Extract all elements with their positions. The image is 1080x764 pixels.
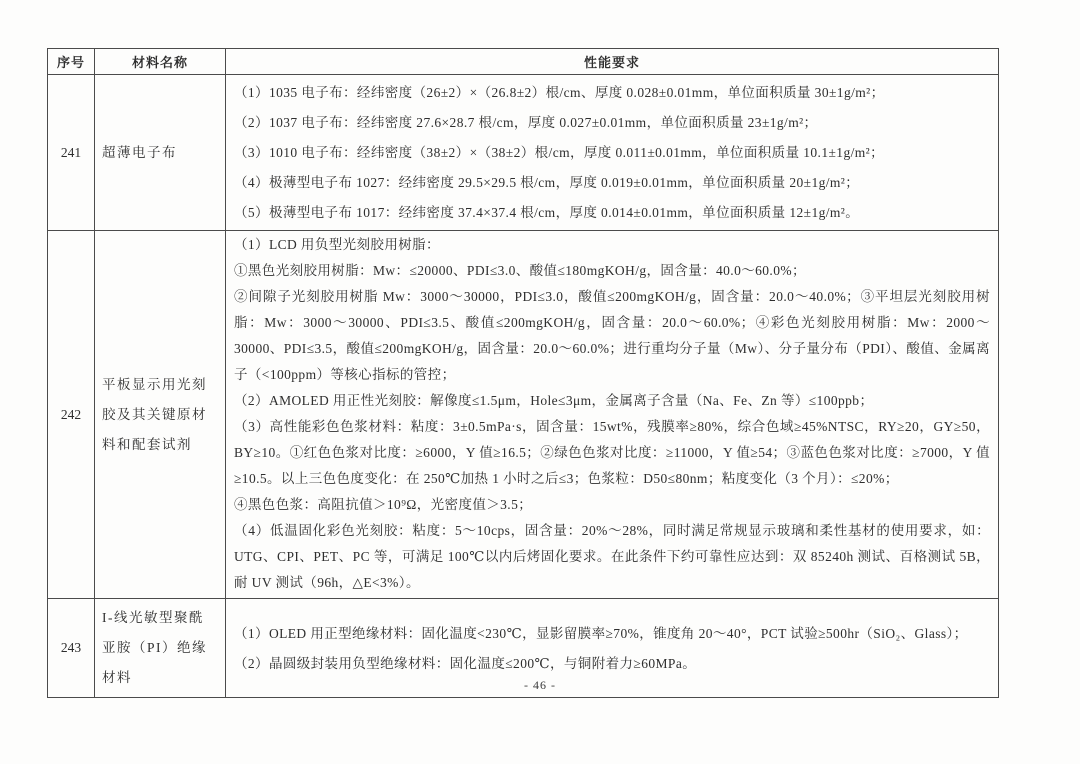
requirement-paragraph: （4）极薄型电子布 1027：经纬密度 29.5×29.5 根/cm，厚度 0.019±0.01mm，单位面积质量 20±1g/m²； bbox=[234, 175, 860, 190]
header-performance-requirements: 性能要求 bbox=[226, 49, 999, 75]
requirement-paragraph: （4）低温固化彩色光刻胶：粘度：5～10cps，固含量：20%～28%，同时满足常规显示玻璃和柔性基材的使用要求，如：UTG、CPI、PET、PC 等，可满足 100℃以内后烤固化要求。在此条件下约可靠性应达到：双 85240h 测试、百格测试 5B，耐 UV 测试（96h，△E<3%）。 bbox=[234, 523, 990, 590]
requirement-paragraph: （1）OLED 用正型绝缘材料：固化温度<230℃，显影留膜率≥70%，锥度角 20～40°，PCT 试验≥500hr（SiO₂、Glass）； bbox=[234, 625, 968, 641]
requirement-paragraph: （1）LCD 用负型光刻胶用树脂： bbox=[234, 237, 440, 252]
requirement-paragraph: （2）AMOLED 用正性光刻胶：解像度≤1.5μm，Hole≤3μm，金属离子含量（Na、Fe、Zn 等）≤100ppb； bbox=[234, 393, 874, 408]
requirements-cell bbox=[226, 75, 999, 231]
requirement-paragraph: （3）1010 电子布：经纬密度（38±2）×（38±2）根/cm，厚度 0.011±0.01mm，单位面积质量 10.1±1g/m²； bbox=[234, 145, 884, 160]
requirement-paragraph: （3）高性能彩色色浆材料：粘度：3±0.5mPa·s，固含量：15wt%，残膜率≥80%，综合色域≥45%NTSC，RY≥20，GY≥50，BY≥10。①红色色浆对比度：≥6000，Y 值≥16.5；②绿色色浆对比度：≥11000，Y 值≥54；③蓝色色浆对比度：≥7000，Y 值≥10.5。以上三色色度变化：在 250℃加热 1 小时之后≤3；色浆粒：D50≤80nm；粘度变化（3 个月）：≤20%； bbox=[234, 419, 990, 486]
materials-spec-table bbox=[47, 48, 999, 698]
table-row bbox=[48, 231, 999, 599]
table-row bbox=[48, 75, 999, 231]
requirement-paragraph: （2）1037 电子布：经纬密度 27.6×28.7 根/cm，厚度 0.027±0.01mm，单位面积质量 23±1g/m²； bbox=[234, 115, 818, 130]
requirements-cell bbox=[226, 231, 999, 599]
requirement-paragraph: ①黑色光刻胶用树脂：Mw：≤20000、PDI≤3.0、酸值≤180mgKOH/g，固含量：40.0～60.0%； bbox=[234, 263, 806, 278]
table-header-row bbox=[48, 49, 999, 75]
row-index: 241 bbox=[48, 75, 95, 231]
material-name: I-线光敏型聚酰亚胺（PI）绝缘材料 bbox=[95, 599, 226, 698]
requirement-paragraph: （2）晶圆级封装用负型绝缘材料：固化温度≤200℃，与铜附着力≥60MPa。 bbox=[234, 655, 697, 671]
requirement-paragraph: ④黑色色浆：高阻抗值＞10⁹Ω，光密度值＞3.5； bbox=[234, 497, 533, 512]
requirement-paragraph: ②间隙子光刻胶用树脂 Mw：3000～30000，PDI≤3.0，酸值≤200mgKOH/g，固含量：20.0～40.0%；③平坦层光刻胶用树脂：Mw：3000～30000、PDI≤3.5、酸值≤200mgKOH/g，固含量：20.0～60.0%；④彩色光刻胶用树脂：Mw：2000～30000、PDI≤3.5，酸值≤200mgKOH/g，固含量：20.0～60.0%；进行重均分子量（Mw）、分子量分布（PDI）、酸值、金属离子（<100ppm）等核心指标的管控； bbox=[234, 289, 990, 382]
row-index: 242 bbox=[48, 231, 95, 599]
requirement-paragraph: （5）极薄型电子布 1017：经纬密度 37.4×37.4 根/cm，厚度 0.014±0.01mm，单位面积质量 12±1g/m²。 bbox=[234, 205, 860, 220]
page-number: - 46 - bbox=[524, 678, 556, 692]
material-name: 平板显示用光刻胶及其关键原材料和配套试剂 bbox=[95, 231, 226, 599]
header-material-name: 材料名称 bbox=[95, 49, 226, 75]
row-index: 243 bbox=[48, 599, 95, 698]
header-index: 序号 bbox=[48, 49, 95, 75]
material-name: 超薄电子布 bbox=[95, 75, 226, 231]
requirement-paragraph: （1）1035 电子布：经纬密度（26±2）×（26.8±2）根/cm、厚度 0.028±0.01mm，单位面积质量 30±1g/m²； bbox=[234, 85, 885, 100]
